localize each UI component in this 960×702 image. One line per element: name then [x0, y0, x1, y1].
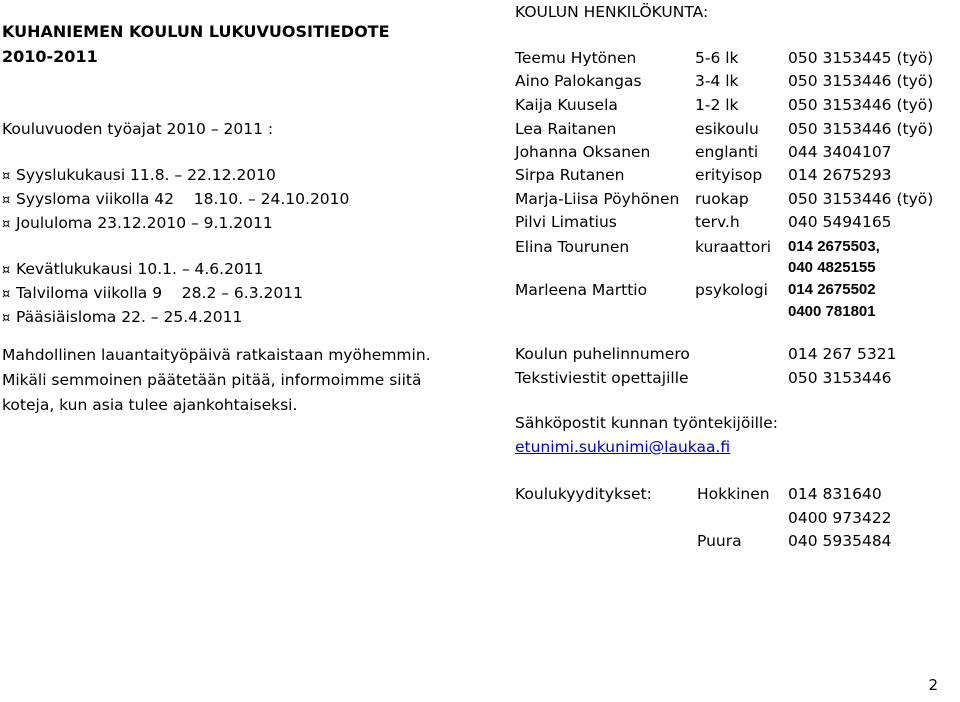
sms-number: 050 3153446	[788, 369, 892, 387]
staff-role: psykologi	[695, 281, 768, 299]
staff-phone-secondary: 0400 781801	[788, 303, 876, 320]
staff-phone: 050 3153446 (työ)	[788, 120, 934, 138]
note-line: Mikäli semmoinen päätetään pitää, informoimme siitä	[2, 371, 422, 389]
staff-phone: 044 3404107	[788, 143, 892, 161]
page-number: 2	[928, 676, 938, 694]
note-line: Mahdollinen lauantaityöpäivä ratkaistaan myöhemmin.	[2, 346, 431, 364]
staff-name: Johanna Oksanen	[515, 143, 651, 161]
bullet-icon: ¤	[2, 263, 11, 278]
school-phone-label: Koulun puhelinnumero	[515, 345, 690, 363]
transport-phone: 0400 973422	[788, 509, 892, 527]
staff-role: 3-4 lk	[695, 72, 739, 90]
staff-phone: 050 3153445 (työ)	[788, 49, 934, 67]
staff-role: erityisop	[695, 166, 763, 184]
staff-name: Teemu Hytönen	[515, 49, 637, 67]
note-line: koteja, kun asia tulee ajankohtaiseksi.	[2, 396, 298, 414]
staff-role: 1-2 lk	[695, 96, 739, 114]
staff-name: Elina Tourunen	[515, 238, 630, 256]
sms-label: Tekstiviestit opettajille	[515, 369, 689, 387]
staff-phone: 050 3153446 (työ)	[788, 190, 934, 208]
transport-company: Puura	[697, 532, 742, 550]
email-link[interactable]: etunimi.sukunimi@laukaa.fi	[515, 438, 731, 456]
staff-name: Pilvi Limatius	[515, 213, 617, 231]
bullet-icon: ¤	[2, 217, 11, 232]
staff-role: ruokap	[695, 190, 749, 208]
bulletin-title: KUHANIEMEN KOULUN LUKUVUOSITIEDOTE	[2, 22, 390, 41]
staff-name: Marja-Liisa Pöyhönen	[515, 190, 680, 208]
transport-phone: 040 5935484	[788, 532, 892, 550]
transport-label: Koulukyyditykset:	[515, 485, 652, 503]
staff-role: kuraattori	[695, 238, 772, 256]
staff-phone: 014 2675293	[788, 166, 892, 184]
staff-name: Lea Raitanen	[515, 120, 617, 138]
staff-role: terv.h	[695, 213, 740, 231]
school-phone: 014 267 5321	[788, 345, 897, 363]
staff-role: englanti	[695, 143, 759, 161]
bullet-icon: ¤	[2, 287, 11, 302]
staff-role: 5-6 lk	[695, 49, 739, 67]
staff-phone: 040 5494165	[788, 213, 892, 231]
staff-phone-secondary: 040 4825155	[788, 259, 876, 276]
transport-phone: 014 831640	[788, 485, 882, 503]
staff-phone: 014 2675502	[788, 281, 876, 298]
worktimes-heading: Kouluvuoden työajat 2010 – 2011 :	[2, 120, 274, 138]
staff-phone: 014 2675503,	[788, 238, 880, 255]
email-label: Sähköpostit kunnan työntekijöille:	[515, 414, 778, 432]
bullet-icon: ¤	[2, 193, 11, 208]
bullet-icon: ¤	[2, 169, 11, 184]
period-item: ¤ Syysloma viikolla 42 18.10. – 24.10.2010	[2, 190, 350, 208]
school-year: 2010-2011	[2, 47, 98, 66]
staff-phone: 050 3153446 (työ)	[788, 96, 934, 114]
period-item: ¤ Joululoma 23.12.2010 – 9.1.2011	[2, 214, 273, 232]
staff-name: Marleena Marttio	[515, 281, 648, 299]
bullet-icon: ¤	[2, 311, 11, 326]
period-item: ¤ Pääsiäisloma 22. – 25.4.2011	[2, 308, 243, 326]
staff-heading: KOULUN HENKILÖKUNTA:	[515, 3, 709, 21]
staff-role: esikoulu	[695, 120, 759, 138]
staff-name: Sirpa Rutanen	[515, 166, 625, 184]
staff-name: Kaija Kuusela	[515, 96, 618, 114]
transport-company: Hokkinen	[697, 485, 770, 503]
staff-name: Aino Palokangas	[515, 72, 642, 90]
period-item: ¤ Talviloma viikolla 9 28.2 – 6.3.2011	[2, 284, 303, 302]
period-item: ¤ Syyslukukausi 11.8. – 22.12.2010	[2, 166, 276, 184]
period-item: ¤ Kevätlukukausi 10.1. – 4.6.2011	[2, 260, 264, 278]
staff-phone: 050 3153446 (työ)	[788, 72, 934, 90]
